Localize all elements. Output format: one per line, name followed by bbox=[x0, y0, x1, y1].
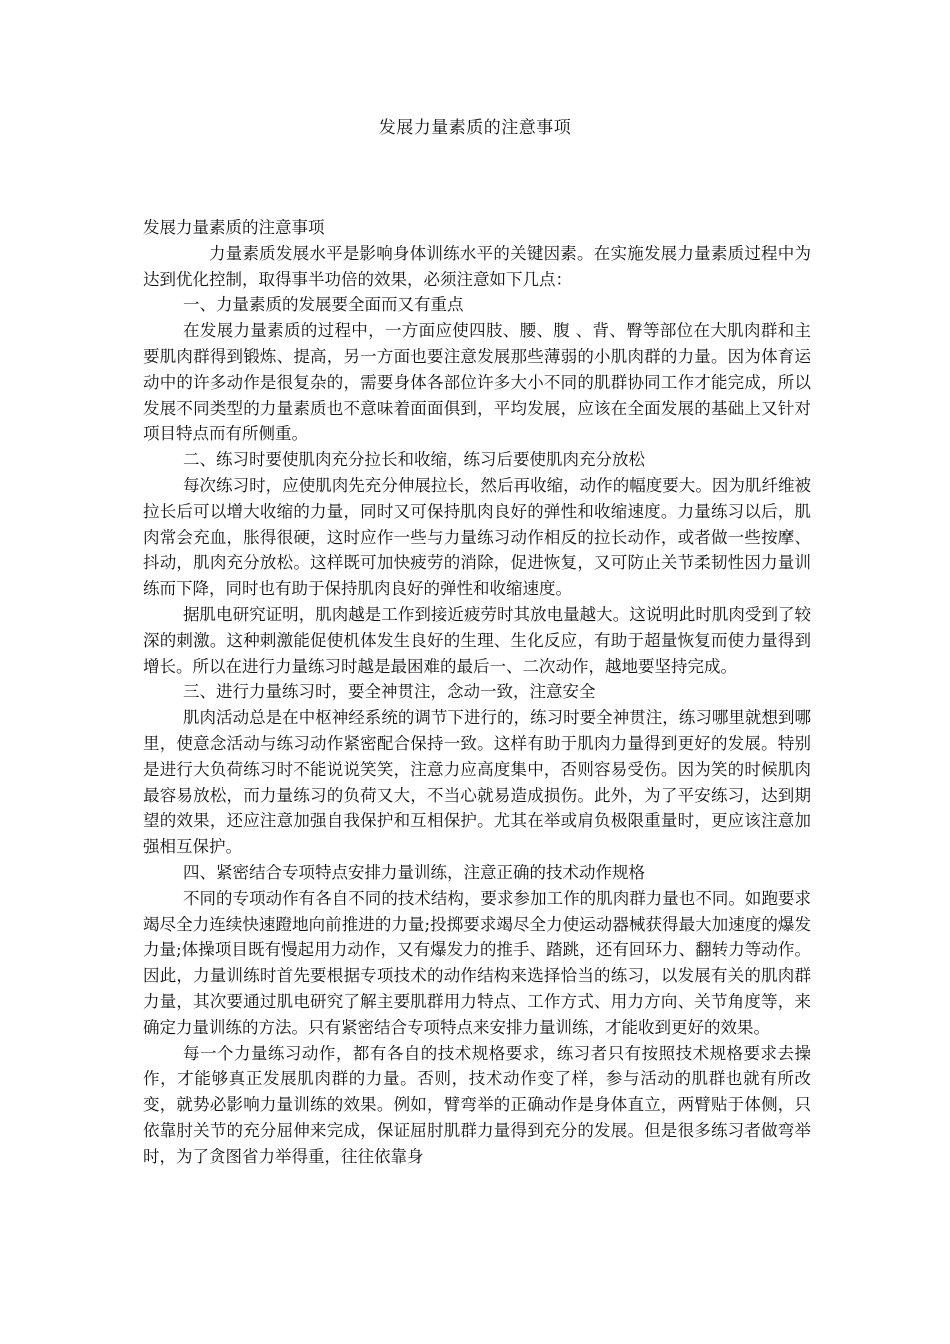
section-2-title: 二、练习时要使肌肉充分拉长和收缩，练习后要使肌肉充分放松 bbox=[183, 450, 645, 470]
section-1-title: 一、力量素质的发展要全面而又有重点 bbox=[183, 295, 464, 315]
intro-paragraph: 力量素质发展水平是影响身体训练水平的关键因素。在实施发展力量素质过程中为达到优化控制，取得事半功倍的效果，必须注意如下几点： bbox=[143, 243, 811, 289]
document-heading: 发展力量素质的注意事项 bbox=[143, 218, 325, 237]
section-2-paragraph-1: 每次练习时，应使肌肉先充分伸展拉长，然后再收缩，动作的幅度要大。因为肌纤维被拉长后可以增大收缩的力量，同时又可保持肌肉良好的弹性和收缩速度。力量练习以后，肌肉常会充血，胀得很硬，这时应作一些与力量练习动作相反的拉长动作，或者做一些按摩、抖动，肌肉充分放松。这样既可加快疲劳的消除，促进恢复，又可防止关节柔韧性因力量训练而下降，同时也有助于保持肌肉良好的弹性和收缩速度。 bbox=[143, 475, 811, 599]
document-body bbox=[143, 215, 811, 1169]
section-3-title: 三、进行力量练习时，要全神贯注，念动一致，注意安全 bbox=[183, 682, 596, 702]
page-title: 发展力量素质的注意事项 bbox=[378, 118, 572, 138]
section-4-title: 四、紧密结合专项特点安排力量训练，注意正确的技术动作规格 bbox=[183, 862, 645, 882]
section-2-paragraph-2: 据肌电研究证明，肌肉越是工作到接近疲劳时其放电量越大。这说明此时肌肉受到了较深的刺激。这种刺激能促使机体发生良好的生理、生化反应，有助于超量恢复而使力量得到增长。所以在进行力量练习时越是最困难的最后一、二次动作，越地要坚持完成。 bbox=[143, 604, 811, 676]
section-4-paragraph-1: 不同的专项动作有各自不同的技术结构，要求参加工作的肌肉群力量也不同。如跑要求竭尽全力连续快速蹬地向前推进的力量;投掷要求竭尽全力使运动器械获得最大加速度的爆发力量;体操项目既有慢起用力动作，又有爆发力的推手、踏跳，还有回环力、翻转力等动作。因此，力量训练时首先要根据专项技术的动作结构来选择恰当的练习，以发展有关的肌肉群力量，其次要通过肌电研究了解主要肌群用力特点、工作方式、用力方向、关节角度等，来确定力量训练的方法。只有紧密结合专项特点来安排力量训练，才能收到更好的效果。 bbox=[143, 888, 811, 1037]
section-3-paragraph-1: 肌肉活动总是在中枢神经系统的调节下进行的，练习时要全神贯注，练习哪里就想到哪里，使意念活动与练习动作紧密配合保持一致。这样有助于肌肉力量得到更好的发展。特别是进行大负荷练习时不能说说笑笑，注意力应高度集中，否则容易受伤。因为笑的时候肌肉最容易放松，而力量练习的负荷又大，不当心就易造成损伤。此外，为了平安练习，达到期望的效果，还应注意加强自我保护和互相保护。尤其在举或肩负极限重量时，更应该注意加强相互保护。 bbox=[143, 708, 811, 857]
section-4-paragraph-2: 每一个力量练习动作，都有各自的技术规格要求，练习者只有按照技术规格要求去操作，才能够真正发展肌肉群的力量。否则，技术动作变了样，参与活动的肌群也就有所改变，就势必影响力量训练的效果。例如，臂弯举的正确动作是身体直立，两臂贴于体侧，只依靠肘关节的充分屈伸来完成，保证屈肘肌群力量得到充分的发展。但是很多练习者做弯举时，为了贪图省力举得重，往往依靠身 bbox=[143, 1043, 811, 1166]
section-1-paragraph-1: 在发展力量素质的过程中，一方面应使四肢、腰、腹 、背、臀等部位在大肌肉群和主要肌肉群得到锻炼、提高，另一方面也要注意发展那些薄弱的小肌肉群的力量。因为体育运动中的许多动作是很复杂的，需要身体各部位许多大小不同的肌群协同工作才能完成，所以发展不同类型的力量素质也不意味着面面俱到，平均发展，应该在全面发展的基础上又针对项目特点而有所侧重。 bbox=[143, 321, 811, 444]
